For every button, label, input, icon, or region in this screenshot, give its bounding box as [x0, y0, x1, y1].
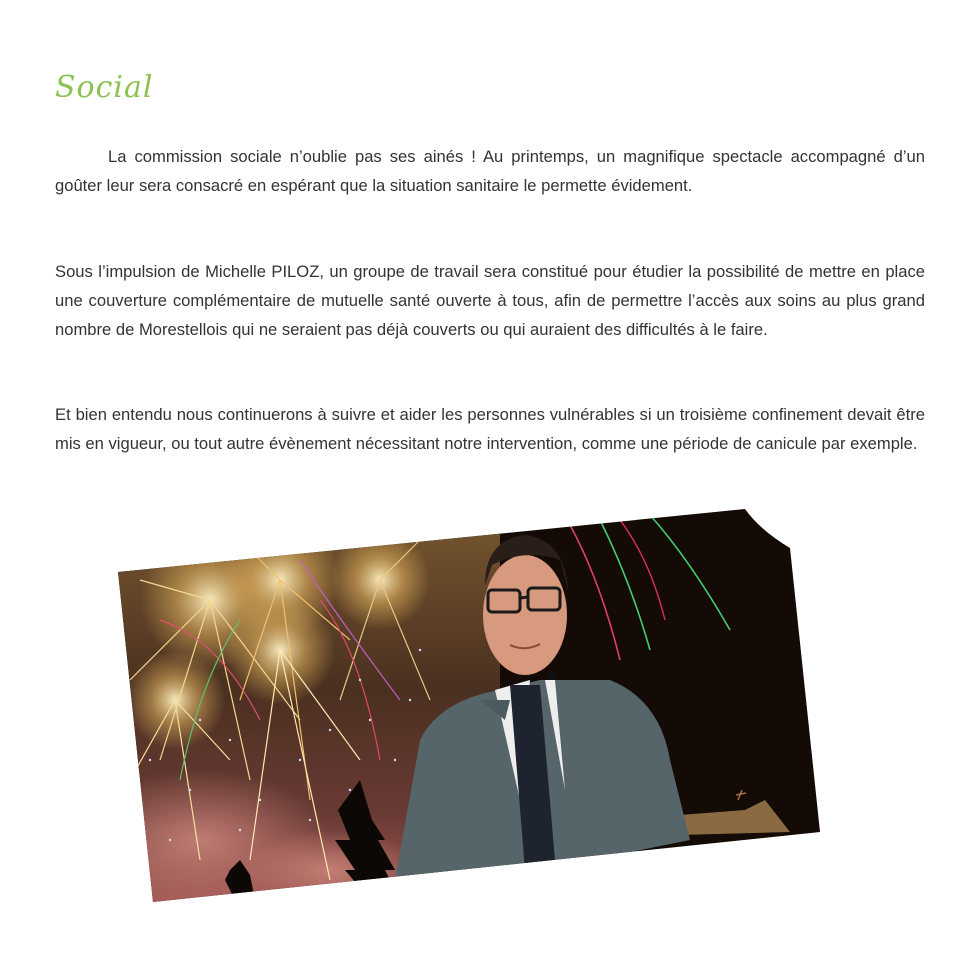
paragraph-vulnerable-people: Et bien entendu nous continuerons à suivre et aider les personnes vulnérables si un troisième confinement devait être mis en vigueur, ou tout autre évènement nécessitant notre intervention, comme une période de canicule par exemple. [55, 405, 925, 453]
photo-content [70, 500, 840, 920]
paragraph-seniors: La commission sociale n’oublie pas ses ainés ! Au printemps, un magnifique spectacle accompagné d’un goûter leur sera consacré en espérant que la situation sanitaire le permette évidement. [55, 147, 925, 195]
paragraph-health-insurance: Sous l’impulsion de Michelle PILOZ, un groupe de travail sera constitué pour étudier la possibilité de mettre en place une couverture complémentaire de mutuelle santé ouverte à tous, afin de permettre l’accès aux soins au plus grand nombre de Morestellois qui ne seraient pas déjà couverts ou qui auraient des difficultés à le faire. [55, 262, 925, 339]
section-title: Social [55, 70, 154, 105]
